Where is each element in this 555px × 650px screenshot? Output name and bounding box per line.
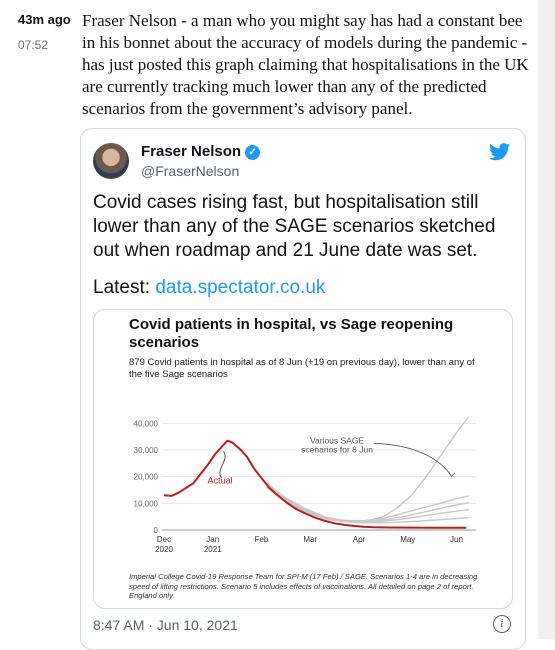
actual-annotation: Actual xyxy=(207,475,233,486)
tweet-handle[interactable]: @FraserNelson xyxy=(141,163,240,179)
latest-prefix: Latest: xyxy=(93,277,156,298)
x-tick-label: Feb xyxy=(254,535,269,544)
x-tick-label: Jun xyxy=(450,535,463,544)
actual-annotation-arrow xyxy=(220,451,225,478)
info-icon[interactable]: i xyxy=(493,615,511,633)
y-tick-label: 10,000 xyxy=(133,499,158,509)
x-tick-label: Jan xyxy=(206,535,220,544)
y-tick-label: 30,000 xyxy=(133,446,158,455)
author-name[interactable]: Fraser Nelson xyxy=(141,143,242,160)
chart-title: Covid patients in hospital, vs Sage reopening scenarios xyxy=(129,316,454,351)
y-tick-label: 40,000 xyxy=(133,419,158,429)
x-tick-label: Mar xyxy=(303,535,318,544)
tweet-text: Covid cases rising fast, but hospitalisation still lower than any of the SAGE scenarios sketched out when roadmap and 21 June date was set. xyxy=(93,192,496,261)
scrollbar-thumb[interactable] xyxy=(542,0,552,639)
x-tick-year-label: 2020 xyxy=(155,545,173,554)
sage-annotation-arrow xyxy=(374,443,452,476)
x-tick-label: May xyxy=(400,535,416,544)
time-ago: 43m ago xyxy=(18,12,71,27)
x-tick-label: Dec xyxy=(156,535,172,544)
sage-scenario-line xyxy=(266,483,468,520)
tweet-latest xyxy=(93,277,325,299)
chart-footnote: Imperial College Covid-19 Response Team for SPI-M (17 Feb) / SAGE. Scenarios 1-4 are in decreasing speed of lifting restrictions. Scenario 5 includes effects of vaccinations. All detailed on page 2 of report. England only xyxy=(129,572,478,600)
verified-badge-icon: ✓ xyxy=(245,145,260,160)
y-tick-label: 20,000 xyxy=(133,472,158,482)
sage-annotation-line2: scenarios for 8 Jun xyxy=(301,444,373,455)
spectator-data-link[interactable]: data.spectator.co.uk xyxy=(155,277,326,298)
chart-subtitle: 879 Covid patients in hospital as of 8 Jun (+19 on previous day), lower than any of the five Sage scenarios xyxy=(129,357,475,380)
tweet-timestamp[interactable]: 8:47 AM · Jun 10, 2021 xyxy=(93,617,238,633)
embedded-tweet[interactable] xyxy=(80,128,526,650)
x-tick-year-label: 2021 xyxy=(203,545,222,554)
y-tick-label: 0 xyxy=(153,526,158,535)
chart-plot xyxy=(94,310,512,608)
sage-annotation-line1: Various SAGE xyxy=(309,435,365,446)
twitter-bird-icon[interactable] xyxy=(489,143,511,161)
live-blog-entry-text: Fraser Nelson - a man who you might say has had a constant bee in his bonnet about the accuracy of models during the pandemic - has just posted this graph claiming that hospitalisations in the UK are currently tracking much lower than any of the predicted scenarios from the government’s advisory panel. xyxy=(82,11,529,118)
avatar[interactable] xyxy=(93,143,129,179)
tweet-author[interactable] xyxy=(141,143,260,160)
entry-time: 07:52 xyxy=(18,38,49,52)
x-tick-label: Apr xyxy=(352,535,366,544)
tweet-image-chart[interactable] xyxy=(93,309,513,609)
page-scrollbar[interactable] xyxy=(538,0,555,639)
entry-meta xyxy=(18,12,74,52)
